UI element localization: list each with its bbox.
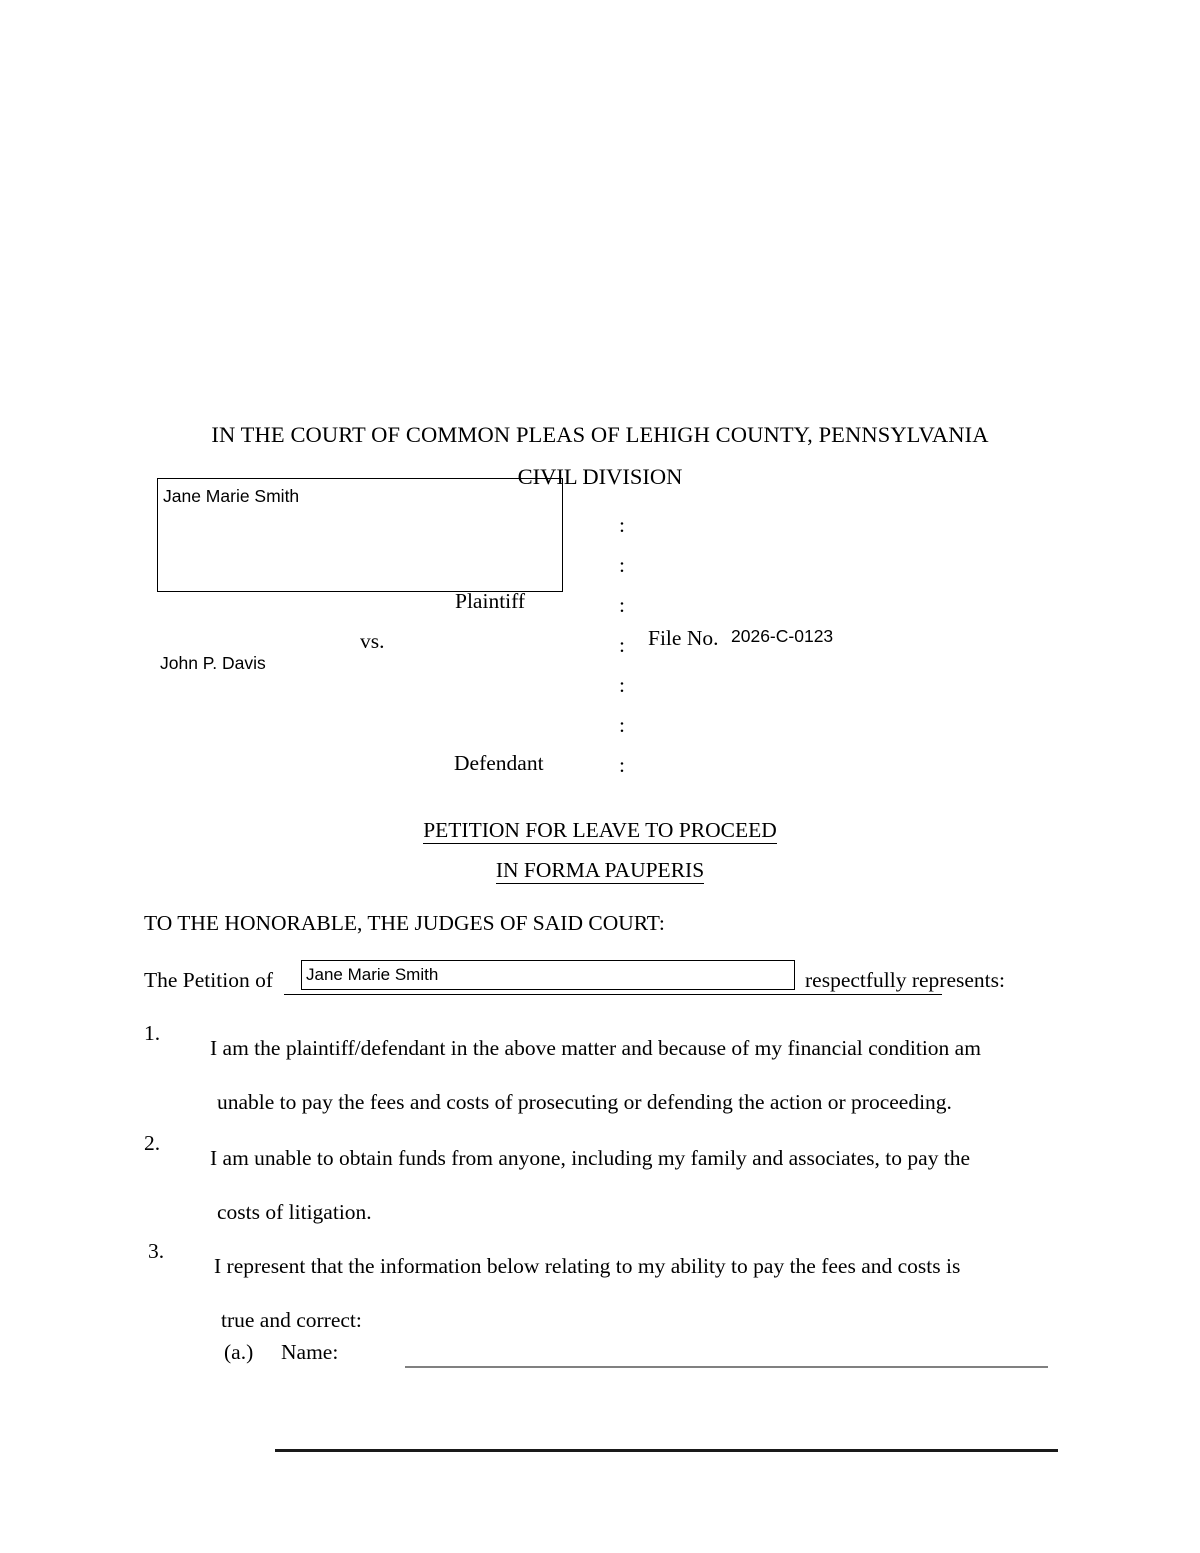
plaintiff-label: Plaintiff	[455, 589, 526, 613]
petition-of-row	[144, 966, 1064, 1000]
document-title-line-2	[0, 858, 1200, 883]
petition-paragraph	[148, 1239, 1073, 1347]
petition-paragraph	[144, 1021, 1069, 1129]
caption-colon-column	[619, 505, 633, 785]
petition-paragraph	[144, 1131, 1069, 1239]
defendant-label: Defendant	[454, 751, 544, 775]
defendant-name-field[interactable]: John P. Davis	[160, 653, 266, 673]
versus-label: vs.	[360, 629, 385, 653]
paragraph-number: 1.	[144, 1021, 161, 1045]
paragraph-line: unable to pay the fees and costs of prosecuting or defending the action or proceeding.	[217, 1090, 952, 1114]
petition-of-label: The Petition of	[144, 968, 273, 992]
caption-colon: :	[619, 513, 625, 537]
paragraph-line: I am unable to obtain funds from anyone, including my family and associates, to pay the	[210, 1146, 971, 1170]
subitem-letter: (a.)	[224, 1340, 254, 1364]
caption-colon: :	[619, 633, 625, 657]
file-number-field[interactable]: 2026-C-0123	[731, 626, 834, 646]
caption-colon: :	[619, 713, 625, 737]
petition-of-suffix: respectfully represents:	[805, 968, 1005, 992]
plaintiff-name-value: Jane Marie Smith	[163, 486, 300, 506]
document-title-line-1	[0, 818, 1200, 843]
caption-colon: :	[619, 593, 625, 617]
document-title-line-1-text: PETITION FOR LEAVE TO PROCEED	[423, 818, 777, 842]
salutation-text: TO THE HONORABLE, THE JUDGES OF SAID COURT:	[144, 911, 665, 935]
subitem-name-label: Name:	[281, 1340, 339, 1364]
paragraph-line: I am the plaintiff/defendant in the above matter and because of my financial condition am	[210, 1036, 981, 1060]
caption-colon: :	[619, 753, 625, 777]
court-header: IN THE COURT OF COMMON PLEAS OF LEHIGH COUNTY, PENNSYLVANIA	[211, 422, 989, 447]
petitioner-name-value: Jane Marie Smith	[306, 965, 439, 984]
petitioner-name-field[interactable]	[301, 960, 795, 990]
paragraph-number: 2.	[144, 1131, 161, 1155]
paragraph-body	[214, 1239, 1073, 1347]
name-blank-line[interactable]	[405, 1366, 1048, 1368]
paragraph-line: true and correct:	[221, 1308, 362, 1332]
paragraph-body	[210, 1131, 1069, 1239]
paragraph-body	[210, 1021, 1069, 1129]
plaintiff-name-field[interactable]	[157, 478, 563, 592]
document-title-line-2-text: IN FORMA PAUPERIS	[495, 858, 705, 882]
civil-division-label: CIVIL DIVISION	[517, 464, 683, 489]
paragraph-line: I represent that the information below relating to my ability to pay the fees and costs is	[214, 1254, 961, 1278]
caption-colon: :	[619, 673, 625, 697]
caption-colon: :	[619, 553, 625, 577]
bottom-rule	[275, 1449, 1058, 1452]
paragraph-line: costs of litigation.	[217, 1200, 372, 1224]
paragraph-number: 3.	[148, 1239, 165, 1263]
petition-of-underline	[284, 994, 942, 995]
file-number-label: File No.	[648, 626, 719, 650]
